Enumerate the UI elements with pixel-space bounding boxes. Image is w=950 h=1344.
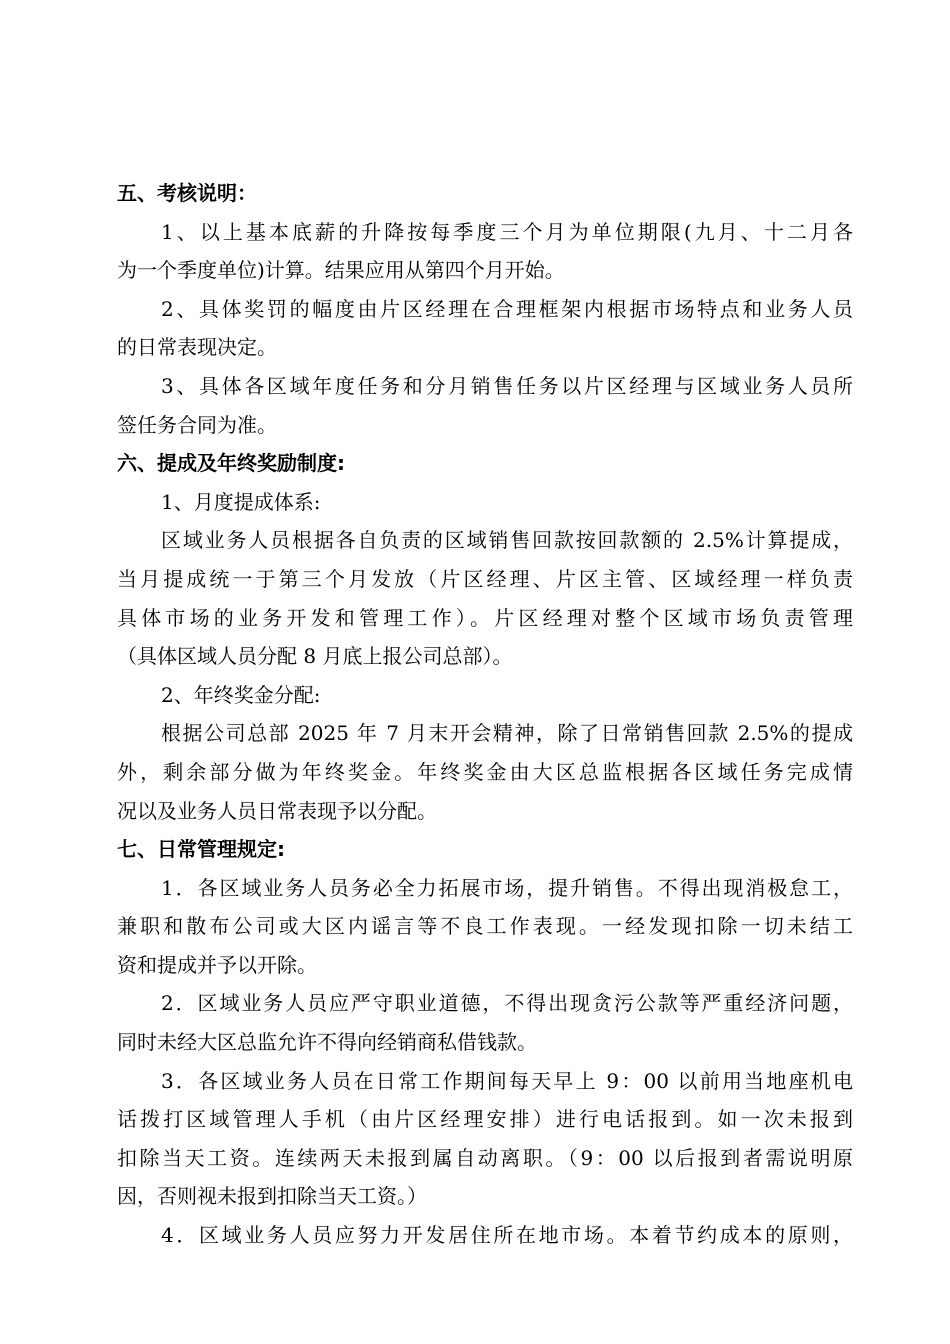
text-line: 兼职和散布公司或大区内谣言等不良工作表现。一经发现扣除一切未结工 [117, 914, 853, 939]
text-line: 同时未经大区总监允许不得向经销商私借钱款。 [117, 1030, 537, 1055]
text-line: 签任务合同为准。 [117, 412, 277, 437]
text-line: 3．各区域业务人员在日常工作期间每天早上 9：00 以前用当地座机电 [161, 1068, 853, 1093]
text-line: 因，否则视未报到扣除当天工资。） [117, 1184, 427, 1209]
paragraph-monthly-commission [117, 521, 853, 675]
text-line: 1、以上基本底薪的升降按每季度三个月为单位期限(九月、十二月各 [161, 219, 853, 244]
paragraph-year-end-bonus [117, 714, 853, 830]
text-line: 2、具体奖罚的幅度由片区经理在合理框架内根据市场特点和业务人员 [161, 296, 853, 321]
text-line: 的日常表现决定。 [117, 335, 277, 360]
section-heading-daily-management: 七、日常管理规定: [117, 837, 285, 862]
text-line: 况以及业务人员日常表现予以分配。 [117, 798, 437, 823]
text-line: 资和提成并予以开除。 [117, 952, 317, 977]
paragraph-rule-4 [117, 1216, 853, 1255]
paragraph-rule-2 [117, 984, 853, 1061]
text-line: 当月提成统一于第三个月发放（片区经理、片区主管、区域经理一样负责 [117, 566, 853, 591]
text-line: 区域业务人员根据各自负责的区域销售回款按回款额的 2.5%计算提成， [161, 528, 853, 553]
text-line: 3、具体各区域年度任务和分月销售任务以片区经理与区域业务人员所 [161, 373, 853, 398]
text-line: 具体市场的业务开发和管理工作）。片区经理对整个区域市场负责管理 [117, 605, 853, 630]
text-line: 为一个季度单位)计算。结果应用从第四个月开始。 [117, 258, 565, 283]
section-heading-assessment: 五、考核说明： [117, 181, 257, 205]
subheading-monthly-commission [117, 483, 853, 522]
text-line: 4．区域业务人员应努力开发居住所在地市场。本着节约成本的原则， [161, 1223, 853, 1248]
text-line: 1、月度提成体系: [161, 489, 321, 514]
section-heading-commission: 六、提成及年终奖励制度: [117, 451, 345, 476]
paragraph-salary-adjustment [117, 213, 853, 290]
text-line: 1．各区域业务人员务必全力拓展市场，提升销售。不得出现消极怠工， [161, 875, 853, 900]
subheading-year-end-bonus [117, 676, 853, 715]
text-line: 2、年终奖金分配: [161, 682, 321, 707]
text-line: 根据公司总部 2025 年 7 月末开会精神，除了日常销售回款 2.5%的提成 [161, 721, 853, 746]
text-line: 外，剩余部分做为年终奖金。年终奖金由大区总监根据各区域任务完成情 [117, 759, 853, 784]
paragraph-reward-penalty [117, 290, 853, 367]
text-line: 话拨打区域管理人手机（由片区经理安排）进行电话报到。如一次未报到 [117, 1107, 853, 1132]
text-line: （具体区域人员分配 8 月底上报公司总部）。 [117, 644, 513, 669]
paragraph-annual-tasks [117, 367, 853, 444]
paragraph-rule-1 [117, 869, 853, 985]
paragraph-rule-3 [117, 1062, 853, 1216]
text-line: 扣除当天工资。连续两天未报到属自动离职。（9：00 以后报到者需说明原 [117, 1145, 853, 1170]
document-page [117, 174, 853, 1255]
text-line: 2．区域业务人员应严守职业道德，不得出现贪污公款等严重经济问题， [161, 991, 853, 1016]
